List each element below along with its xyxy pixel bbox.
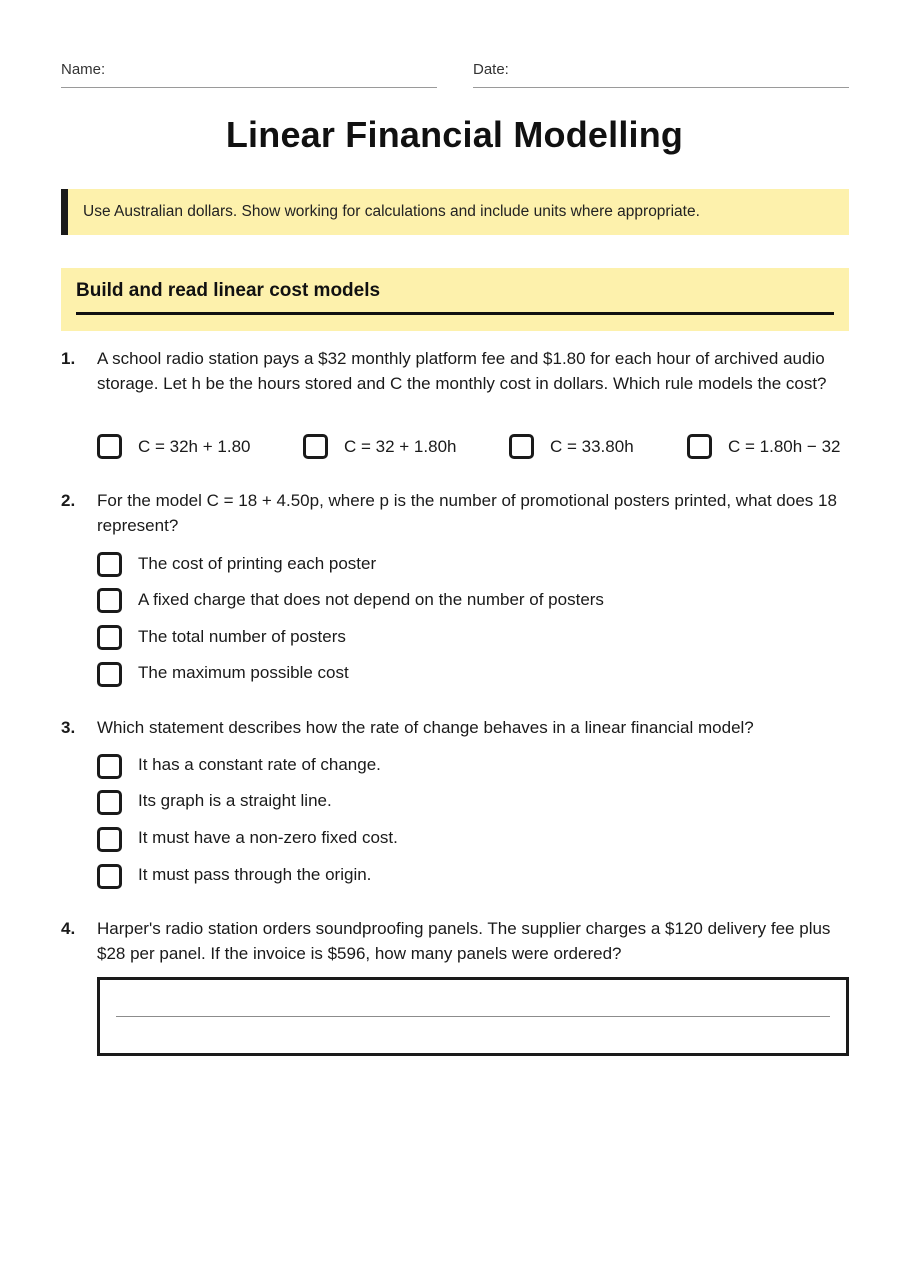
question-number: 1. — [61, 349, 76, 368]
option-label: The cost of printing each poster — [138, 554, 377, 573]
question-number: 2. — [61, 491, 76, 510]
question-1 — [61, 346, 851, 471]
option-checkbox[interactable] — [97, 827, 122, 852]
option-checkbox[interactable] — [97, 864, 122, 889]
option-checkbox[interactable] — [97, 588, 122, 613]
student-info-row — [61, 60, 849, 88]
option-label: It must pass through the origin. — [138, 865, 372, 884]
question-3 — [61, 715, 851, 895]
option-checkbox[interactable] — [97, 552, 122, 577]
option-checkbox[interactable] — [97, 790, 122, 815]
date-field[interactable] — [473, 60, 849, 88]
option-label: The total number of posters — [138, 627, 346, 646]
name-label: Name: — [61, 61, 106, 78]
instruction-banner: Use Australian dollars. Show working for calculations and include units where appropriate. — [61, 189, 849, 235]
option-checkbox[interactable] — [97, 434, 122, 459]
section-divider — [76, 312, 834, 315]
option-checkbox[interactable] — [303, 434, 328, 459]
option-label: C = 32h + 1.80 — [138, 437, 251, 456]
option-label: It has a constant rate of change. — [138, 755, 381, 774]
question-number: 4. — [61, 919, 76, 938]
option-checkbox[interactable] — [97, 625, 122, 650]
question-text: A school radio station pays a $32 monthly platform fee and $1.80 for each hour of archived audio storage. Let h be the hours stored and C the monthly cost in dollars. Which rule models the cost? — [97, 349, 827, 393]
option-label: A fixed charge that does not depend on the number of posters — [138, 590, 604, 609]
option-checkbox[interactable] — [509, 434, 534, 459]
option-label: C = 33.80h — [550, 437, 634, 456]
option-label: C = 1.80h − 32 — [728, 437, 841, 456]
question-number: 3. — [61, 718, 76, 737]
question-2 — [61, 488, 851, 693]
date-label: Date: — [473, 61, 509, 78]
question-text: Which statement describes how the rate of change behaves in a linear financial model? — [97, 718, 754, 737]
question-text: For the model C = 18 + 4.50p, where p is the number of promotional posters printed, what does 18 represent? — [97, 491, 837, 535]
section-title: Build and read linear cost models — [76, 280, 381, 301]
option-label: Its graph is a straight line. — [138, 791, 332, 810]
option-checkbox[interactable] — [97, 754, 122, 779]
option-checkbox[interactable] — [97, 662, 122, 687]
worksheet-title: Linear Financial Modelling — [225, 114, 684, 155]
option-label: C = 32 + 1.80h — [344, 437, 457, 456]
question-4 — [61, 916, 851, 971]
option-label: The maximum possible cost — [138, 663, 349, 682]
answer-line — [116, 1016, 830, 1017]
question-text: Harper's radio station orders soundproofing panels. The supplier charges a $120 delivery fee plus $28 per panel. If the invoice is $596, how many panels were ordered? — [97, 919, 831, 963]
option-label: It must have a non-zero fixed cost. — [138, 828, 398, 847]
option-checkbox[interactable] — [687, 434, 712, 459]
section-header — [61, 268, 849, 331]
answer-box[interactable] — [97, 977, 849, 1056]
name-field[interactable] — [61, 60, 437, 88]
